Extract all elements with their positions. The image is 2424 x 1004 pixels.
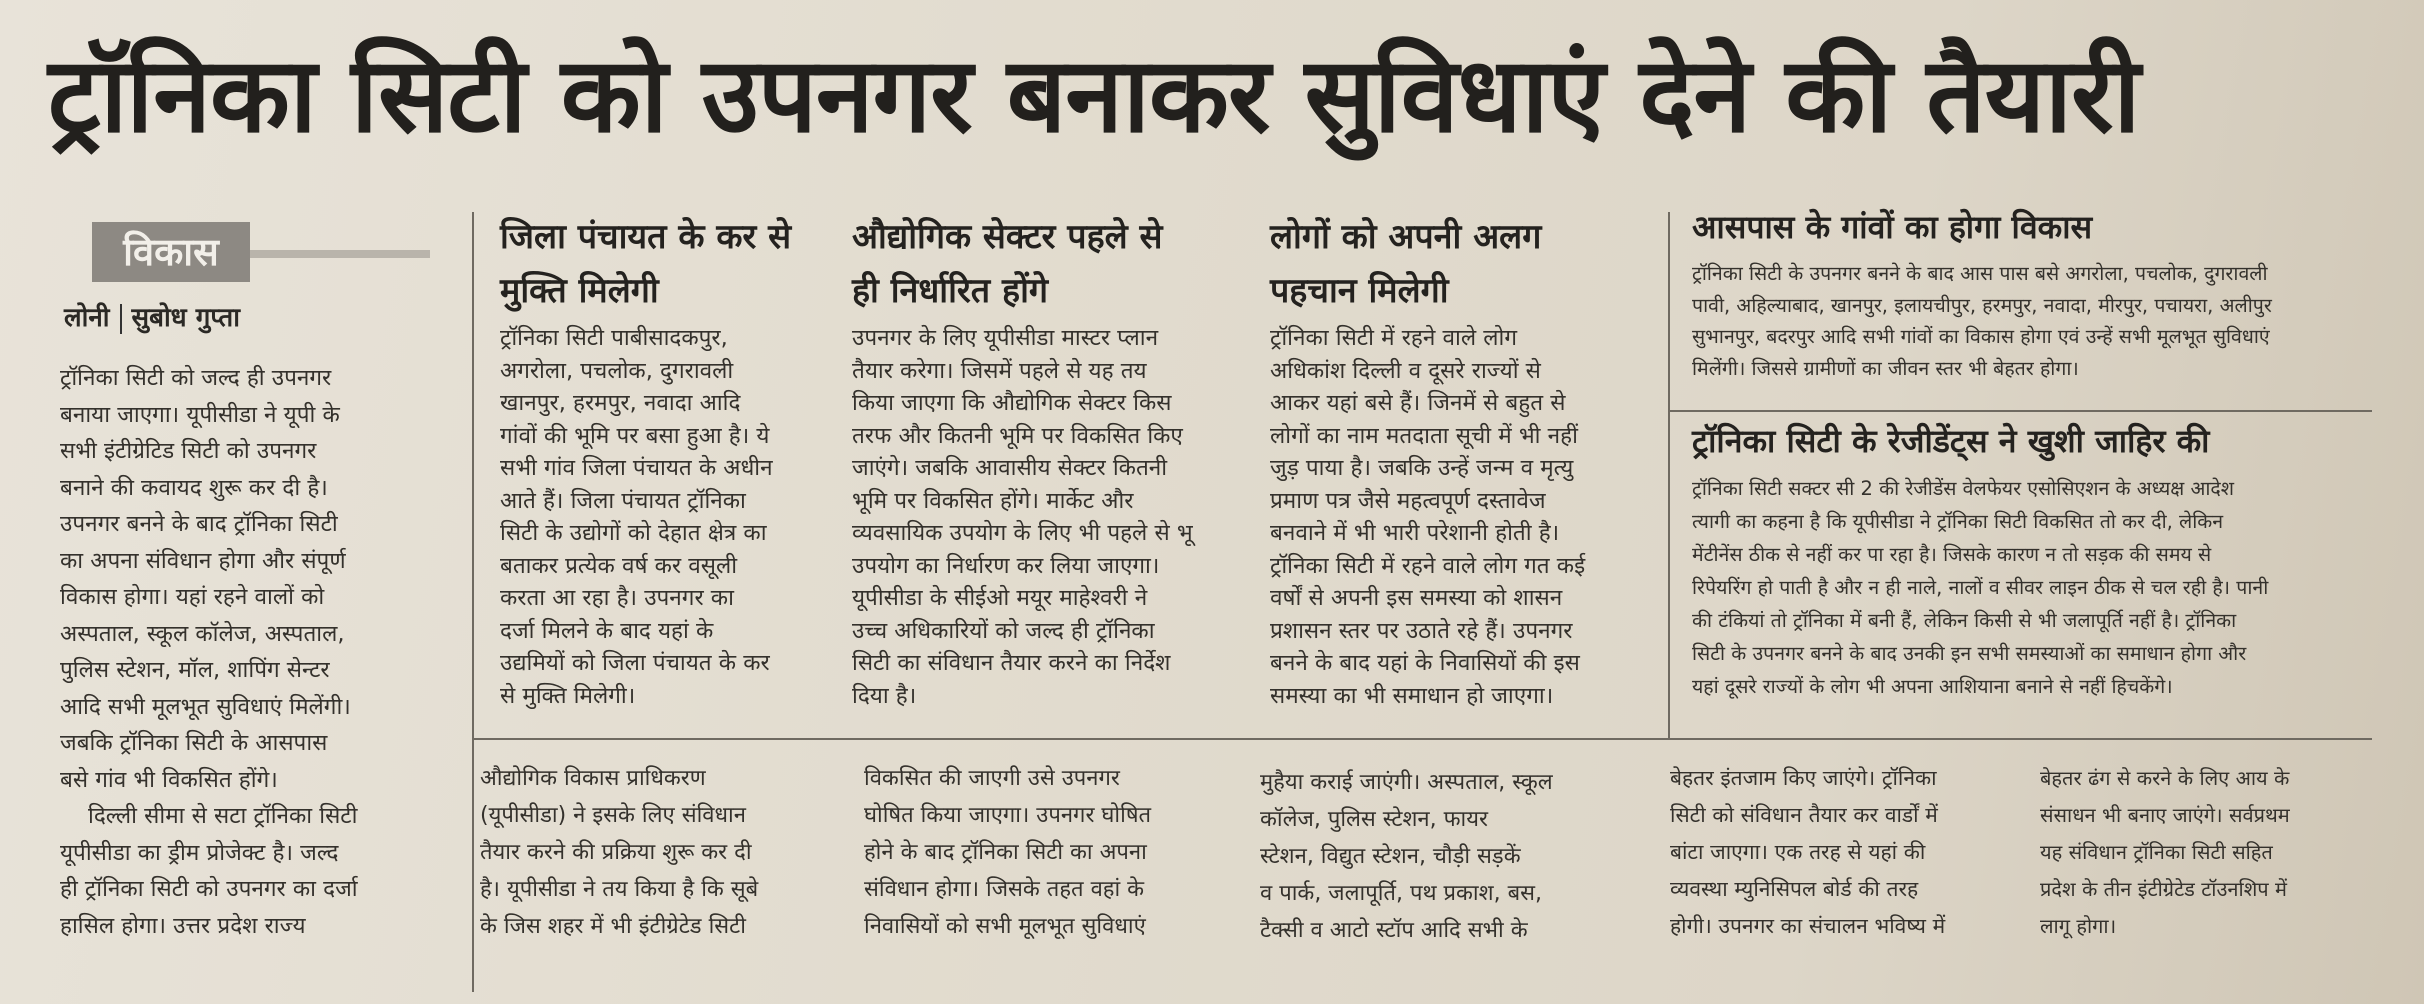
text-line: सभी गांव जिला पंचायत के अधीन (500, 455, 773, 481)
text-line: का अपना संविधान होगा और संपूर्ण (60, 547, 346, 574)
text-line: रिपेयरिंग हो पाती है और न ही नाले, नालों व सीवर लाइन ठीक से चल रही है। पानी (1692, 576, 2269, 599)
box-rule-bottom (472, 738, 2372, 740)
column-rule-1 (472, 212, 474, 992)
section-tag: विकास (92, 222, 250, 282)
text-line: दिया है। (852, 682, 917, 709)
text-line: यह संविधान ट्रॉनिका सिटी सहित (2040, 840, 2273, 864)
text-line: व पार्क, जलापूर्ति, पथ प्रकाश, बस, (1260, 881, 1542, 906)
text-line: निवासियों को सभी मूलभूत सुविधाएं (864, 914, 1146, 939)
text-line: तैयार करेगा। जिसमें पहले से यह तय (852, 357, 1147, 384)
text-line: उपनगर बनने के बाद ट्रॉनिका सिटी (60, 511, 338, 537)
text-line: मुहैया कराई जाएंगी। अस्पताल, स्कूल (1260, 770, 1553, 795)
text-line: (यूपीसीडा) ने इसके लिए संविधान (480, 803, 746, 828)
text-line: बताकर प्रत्येक वर्ष कर वसूली (500, 552, 738, 579)
bottom-column-6 (2040, 760, 2360, 970)
box-rule-right-divider (1668, 410, 2372, 412)
text-line: विकास होगा। यहां रहने वालों को (60, 584, 325, 610)
text-line: बेहतर ढंग से करने के लिए आय के (2040, 766, 2290, 790)
text-line: आकर यहां बसे हैं। जिनमें से बहुत से (1270, 390, 1566, 416)
text-line: यूपीसीडा का ड्रीम प्रोजेक्ट है। जल्द (60, 839, 339, 866)
text-line: संसाधन भी बनाए जाएंगे। सर्वप्रथम (2040, 803, 2290, 827)
text-line: मिलेंगी। जिससे ग्रामीणों का जीवन स्तर भी बेहतर होगा। (1692, 356, 2079, 380)
text-line: ट्रॉनिका सिटी सक्टर सी 2 की रेजीडेंस वेलफेयर एसोसिएशन के अध्यक्ष आदेश (1692, 477, 2234, 500)
text-line: बनवाने में भी भारी परेशानी होती है। (1270, 520, 1560, 546)
byline-place: लोनी (64, 303, 110, 333)
text-line: बसे गांव भी विकसित होंगे। (60, 766, 278, 793)
text-line: सुभानपुर, बदरपुर आदि सभी गांवों का विकास होगा एवं उन्हें सभी मूलभूत सुविधाएं (1692, 325, 2270, 348)
text-line: पावी, अहिल्याबाद, खानपुर, इलायचीपुर, हरमपुर, नवादा, मीरपुर, पचायरा, अलीपुर (1692, 293, 2272, 317)
text-line: उद्यमियों को जिला पंचायत के कर (500, 650, 770, 676)
text-line: खानपुर, हरमपुर, नवादा आदि (500, 390, 741, 416)
text-line: सभी इंटीग्रेटिड सिटी को उपनगर (60, 438, 317, 464)
bottom-column-5 (1670, 760, 2010, 970)
text-line: उपयोग का निर्धारण कर लिया जाएगा। (852, 552, 1160, 579)
text-line: बेहतर इंतजाम किए जाएंगे। ट्रॉनिका (1670, 766, 1937, 790)
bottom-column-4 (1260, 764, 1632, 974)
text-line: विकसित की जाएगी उसे उपनगर (864, 766, 1120, 791)
text-line: ट्रॉनिका सिटी पाबीसादकपुर, (500, 325, 728, 351)
text-line: ट्रॉनिका सिटी में रहने वाले लोग (1270, 325, 1517, 351)
text-line: त्यागी का कहना है कि यूपीसीडा ने ट्रॉनिका सिटी विकसित तो कर दी, लेकिन (1692, 510, 2224, 533)
subheading-col3: औद्योगिक सेक्टर पहले से ही निर्धारित होंगे (852, 217, 1163, 311)
text-line: सिटी के उपनगर बनने के बाद उनकी इन सभी समस्याओं का समाधान होगा और (1692, 642, 2247, 665)
text-line: बनाने की कवायद शुरू कर दी है। (60, 474, 328, 501)
text-line: ट्रॉनिका सिटी में रहने वाले लोग गत कई (1270, 552, 1586, 579)
text-line: स्टेशन, विद्युत स्टेशन, चौड़ी सड़कें (1260, 844, 1521, 869)
text-line: करता आ रहा है। उपनगर का (500, 585, 734, 611)
text-line: है। यूपीसीडा ने तय किया है कि सूबे (480, 877, 759, 902)
text-line: ट्रॉनिका सिटी को जल्द ही उपनगर (60, 365, 332, 391)
text-line: अगरोला, पचलोक, दुगरावली (500, 357, 734, 384)
text-line: ट्रॉनिका सिटी के उपनगर बनने के बाद आस पास बसे अगरोला, पचलोक, दुगरावली (1692, 262, 2268, 285)
byline-separator (120, 304, 122, 334)
text-line: तैयार करने की प्रक्रिया शुरू कर दी (480, 840, 752, 865)
text-line: से मुक्ति मिलेगी। (500, 682, 636, 709)
text-line: की टंकियां तो ट्रॉनिका में बनी हैं, लेकिन किसी से भी जलापूर्ति नहीं है। ट्रॉनिका (1692, 609, 2237, 632)
text-line: होने के बाद ट्रॉनिका सिटी का अपना (864, 840, 1147, 865)
text-line: बनने के बाद यहां के निवासियों की इस (1270, 650, 1580, 676)
text-line: किया जाएगा कि औद्योगिक सेक्टर किस (852, 390, 1172, 416)
headline: ट्रॉनिका सिटी को उपनगर बनाकर सुविधाएं देने की तैयारी (48, 34, 2140, 156)
article-column-1 (60, 360, 458, 985)
text-line: उपनगर के लिए यूपीसीडा मास्टर प्लान (852, 325, 1159, 351)
text-line: बनाया जाएगा। यूपीसीडा ने यूपी के (60, 401, 340, 428)
text-line: लोगों का नाम मतदाता सूची में भी नहीं (1270, 422, 1578, 449)
text-line: होगी। उपनगर का संचालन भविष्य में (1670, 914, 1946, 938)
text-line: जुड़ पाया है। जबकि उन्हें जन्म व मृत्यु (1270, 455, 1574, 481)
text-line: आदि सभी मूलभूत सुविधाएं मिलेंगी। (60, 693, 351, 720)
text-line: मेंटीनेंस ठीक से नहीं कर पा रहा है। जिसके कारण न तो सड़क की समय से (1692, 543, 2212, 566)
text-line: जाएंगे। जबकि आवासीय सेक्टर कितनी (852, 455, 1168, 481)
text-line: औद्योगिक विकास प्राधिकरण (480, 766, 706, 791)
byline-author: सुबोध गुप्ता (131, 303, 240, 333)
article-column-2 (500, 322, 828, 734)
text-line: प्रशासन स्तर पर उठाते रहे हैं। उपनगर (1270, 617, 1573, 644)
text-line: दिल्ली सीमा से सटा ट्रॉनिका सिटी (88, 803, 358, 829)
text-line: वर्षों से अपनी इस समस्या को शासन (1270, 585, 1563, 611)
text-line: यूपीसीडा के सीईओ मयूर माहेश्वरी ने (852, 585, 1148, 611)
text-line: के जिस शहर में भी इंटीग्रेटेड सिटी (480, 914, 746, 939)
text-line: टैक्सी व आटो स्टॉप आदि सभी के (1260, 918, 1528, 943)
text-line: व्यवसायिक उपयोग के लिए भी पहले से भू (852, 520, 1193, 546)
subheading-villages: आसपास के गांवों का होगा विकास (1692, 208, 2093, 246)
bottom-column-2 (480, 760, 838, 970)
article-column-4 (1270, 322, 1650, 734)
text-line: समस्या का भी समाधान हो जाएगा। (1270, 682, 1554, 709)
text-line: घोषित किया जाएगा। उपनगर घोषित (864, 803, 1152, 828)
text-line: जबकि ट्रॉनिका सिटी के आसपास (60, 730, 328, 756)
text-line: गांवों की भूमि पर बसा हुआ है। ये (500, 422, 770, 449)
subheading-col4: लोगों को अपनी अलग पहचान मिलेगी (1270, 217, 1542, 311)
text-line: आते हैं। जिला पंचायत ट्रॉनिका (500, 487, 746, 514)
text-line: तरफ और कितनी भूमि पर विकसित किए (852, 422, 1183, 449)
subheading-col2: जिला पंचायत के कर से मुक्ति मिलेगी (500, 217, 792, 311)
text-line: प्रमाण पत्र जैसे महत्वपूर्ण दस्तावेज (1270, 487, 1546, 514)
text-line: बांटा जाएगा। एक तरह से यहां की (1670, 840, 1926, 864)
text-line: संविधान होगा। जिसके तहत वहां के (864, 877, 1145, 902)
bottom-column-3 (864, 760, 1226, 970)
tag-rule (250, 250, 430, 258)
byline (64, 298, 424, 338)
text-line: पुलिस स्टेशन, मॉल, शापिंग सेन्टर (60, 657, 330, 683)
article-column-3 (852, 322, 1244, 734)
text-line: भूमि पर विकसित होंगे। मार्केट और (852, 487, 1134, 514)
subheading-residents: ट्रॉनिका सिटी के रेजीडेंट्स ने खुशी जाहिर की (1692, 422, 2210, 460)
text-line: अस्पताल, स्कूल कॉलेज, अस्पताल, (60, 620, 345, 647)
text-line: प्रदेश के तीन इंटीग्रेटेड टॉउनशिप में (2040, 877, 2287, 901)
text-line: सिटी को संविधान तैयार कर वार्डों में (1670, 803, 1938, 827)
text-line: लागू होगा। (2040, 914, 2117, 938)
article-residents (1692, 472, 2372, 722)
text-line: हासिल होगा। उत्तर प्रदेश राज्य (60, 912, 306, 939)
article-villages (1692, 258, 2372, 398)
text-line: सिटी का संविधान तैयार करने का निर्देश (852, 650, 1171, 676)
text-line: कॉलेज, पुलिस स्टेशन, फायर (1260, 807, 1489, 832)
text-line: उच्च अधिकारियों को जल्द ही ट्रॉनिका (852, 617, 1155, 644)
text-line: सिटी के उद्योगों को देहात क्षेत्र का (500, 520, 767, 546)
text-line: अधिकांश दिल्ली व दूसरे राज्यों से (1270, 357, 1541, 384)
text-line: व्यवस्था म्युनिसिपल बोर्ड की तरह (1670, 877, 1919, 901)
text-line: दर्जा मिलने के बाद यहां के (500, 617, 714, 644)
text-line: यहां दूसरे राज्यों के लोग भी अपना आशियाना बनाने से नहीं हिचकेंगे। (1692, 675, 2173, 698)
column-rule-3 (1668, 212, 1670, 738)
text-line: ही ट्रॉनिका सिटी को उपनगर का दर्जा (60, 876, 358, 902)
